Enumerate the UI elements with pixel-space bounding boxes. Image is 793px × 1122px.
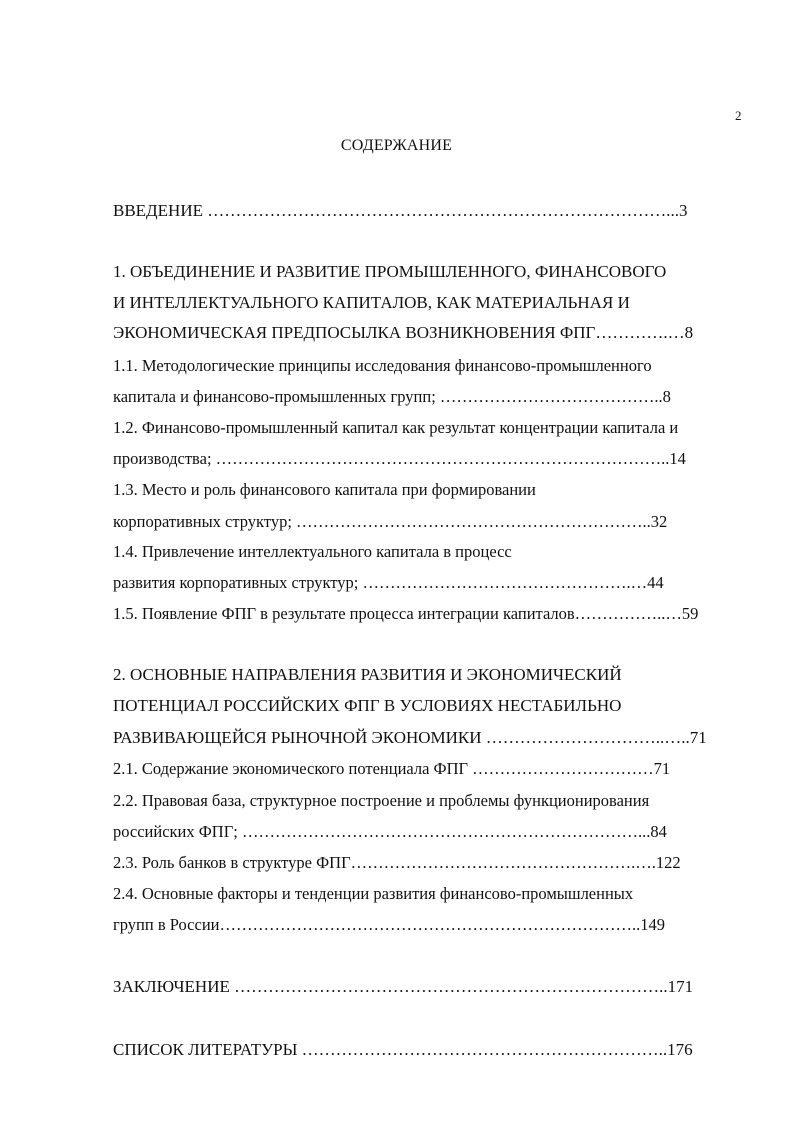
section-2-3: 2.3. Роль банков в структуре ФПГ…………………………………………….….122	[113, 853, 681, 872]
section-2-4-line-1: 2.4. Основные факторы и тенденции развития финансово-промышленных	[113, 884, 634, 903]
section-1-3-line-1: 1.3. Место и роль финансового капитала при формировании	[113, 480, 536, 499]
section-2-1: 2.1. Содержание экономического потенциала ФПГ ……………………………71	[113, 759, 671, 778]
section-1-5: 1.5. Появление ФПГ в результате процесса интеграции капиталов……………..…59	[113, 604, 699, 623]
section-2-4-line-2: групп в России…………………………………………………………………..149	[113, 915, 665, 934]
toc-entry-conclusion: ЗАКЛЮЧЕНИЕ …………………………………………………………………..171	[113, 977, 694, 996]
section-1-4-line-1: 1.4. Привлечение интеллектуального капитала в процесс	[113, 542, 512, 561]
toc-entry-introduction: ВВЕДЕНИЕ ………………………………………………………………………...3	[113, 201, 688, 220]
section-1-2-line-2: производства; ………………………………………………………………………..14	[113, 449, 686, 468]
page-number: 2	[735, 108, 742, 123]
section-1-2-line-1: 1.2. Финансово-промышленный капитал как результат концентрации капитала и	[113, 418, 679, 437]
chapter-1-title-line-3: ЭКОНОМИЧЕСКАЯ ПРЕДПОСЫЛКА ВОЗНИКНОВЕНИЯ ФПГ………….…8	[113, 323, 694, 342]
chapter-1-title-line-2: И ИНТЕЛЛЕКТУАЛЬНОГО КАПИТАЛОВ, КАК МАТЕРИАЛЬНАЯ И	[113, 293, 630, 312]
section-1-1-line-2: капитала и финансово-промышленных групп; …………………………………..8	[113, 387, 671, 406]
section-1-3-line-2: корпоративных структур; ………………………………………………………..32	[113, 512, 668, 531]
section-1-1-line-1: 1.1. Методологические принципы исследования финансово-промышленного	[113, 356, 652, 375]
chapter-1-title-line-1: 1. ОБЪЕДИНЕНИЕ И РАЗВИТИЕ ПРОМЫШЛЕННОГО, ФИНАНСОВОГО	[113, 262, 667, 281]
section-2-2-line-2: российских ФПГ; ………………………………………………………………...84	[113, 822, 667, 841]
section-1-4-line-2: развития корпоративных структур; ………………………………………….…44	[113, 573, 664, 592]
chapter-2-title-line-1: 2. ОСНОВНЫЕ НАПРАВЛЕНИЯ РАЗВИТИЯ И ЭКОНОМИЧЕСКИЙ	[113, 665, 622, 684]
section-2-2-line-1: 2.2. Правовая база, структурное построение и проблемы функционирования	[113, 791, 650, 810]
page-title: СОДЕРЖАНИЕ	[340, 137, 453, 154]
chapter-2-title-line-2: ПОТЕНЦИАЛ РОССИЙСКИХ ФПГ В УСЛОВИЯХ НЕСТАБИЛЬНО	[113, 696, 622, 715]
chapter-2-title-line-3: РАЗВИВАЮЩЕЙСЯ РЫНОЧНОЙ ЭКОНОМИКИ …………………………..…..71	[113, 728, 707, 747]
toc-entry-references: СПИСОК ЛИТЕРАТУРЫ ………………………………………………………..176	[113, 1040, 693, 1059]
